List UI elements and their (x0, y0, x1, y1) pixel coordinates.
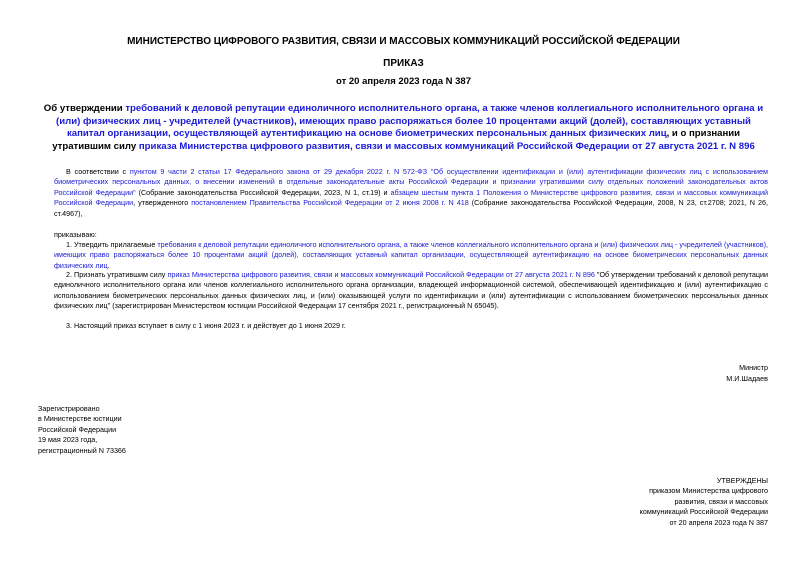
registration-line: Российской Федерации (38, 424, 117, 434)
title-middle: , и о признании утратившим силу (52, 128, 741, 152)
federal-law-link[interactable]: пунктом 9 части 2 статьи 17 Федерального закона от 29 декабря 2022 г. N 572-ФЗ "Об осуществлении идентификации и (или) аутентификации физических лиц с использованием биометрических персональных данных, о внесении изменений в отдельные законодательные акты Российской Федерации и признании утратившими силу отдельных положений законодательных актов Российской Федерации" (54, 167, 768, 197)
order-word: приказываю: (54, 230, 97, 239)
title-prefix: Об утверждении (43, 103, 126, 114)
registration-line: в Министерстве юстиции (38, 414, 122, 424)
item-1-end: . (107, 260, 110, 270)
signer-name: М.И.Шадаев (726, 374, 768, 383)
preamble-text-2: (Собрание законодательства Российской Федерации, 2023, N 1, ст.19) и (135, 187, 391, 197)
government-decree-link[interactable]: постановлением Правительства Российской Федерации от 2 июня 2008 г. N 418 (191, 198, 469, 208)
preamble-text-4: (Собрание законодательства Российской Федерации, 2008, N 23, ст.2708; 2021, N 26, ст.4967), (54, 198, 768, 218)
title-order-896-link[interactable]: приказа Министерства цифрового развития, связи и массовых коммуникаций Российской Федерации от 27 августа 2021 г. N 896 (138, 140, 755, 152)
registration-block (38, 404, 126, 456)
preamble-paragraph (54, 167, 768, 219)
approved-line: развития, связи и массовых (674, 496, 768, 506)
item-1-requirements-link[interactable]: требования к деловой репутации единоличного исполнительного органа, а также членов коллегиального исполнительного органа и (или) физических лиц - учредителей (участников), имеющих право распоряжаться более 10 процентами акций (долей), составляющих уставный капитал организации, осуществляющей аутентификацию на основе биометрических персональных данных физических лиц (54, 240, 768, 270)
signature-block (600, 362, 768, 384)
approved-line: от 20 апреля 2023 года N 387 (669, 517, 768, 527)
document-title (40, 103, 767, 153)
approved-line: приказом Министерства цифрового (649, 486, 768, 496)
preamble-text-3: , утвержденного (133, 198, 192, 208)
item-2-order-link[interactable]: приказ Министерства цифрового развития, связи и массовых коммуникаций Российской Федерации от 27 августа 2021 г. N 896 (167, 270, 595, 279)
registration-line: Зарегистрировано (38, 404, 100, 413)
document-type: ПРИКАЗ (383, 58, 424, 69)
registration-line: регистрационный N 73366 (38, 445, 126, 455)
item-1 (54, 240, 768, 271)
approved-line: УТВЕРЖДЕНЫ (716, 476, 768, 485)
item-1-text: 1. Утвердить прилагаемые (66, 240, 158, 249)
registration-line: 19 мая 2023 года, (38, 435, 98, 445)
item-2 (54, 270, 768, 312)
title-requirements-link[interactable]: требований к деловой репутации единоличного исполнительного органа, а также членов коллегиального исполнительного органа и (или) физических лиц - учредителей (участников), имеющих право распоряжаться более 10 процентами акций (долей), составляющих уставный капитал организации, осуществляющей аутентификацию на основе биометрических персональных данных физических лиц (56, 103, 764, 139)
ministry-heading: МИНИСТЕРСТВО ЦИФРОВОГО РАЗВИТИЯ, СВЯЗИ И МАССОВЫХ КОММУНИКАЦИЙ РОССИЙСКОЙ ФЕДЕРАЦИИ (127, 36, 680, 47)
preamble-text-1: В соответствии с (66, 167, 130, 176)
approved-block (560, 476, 768, 528)
item-2-rest: "Об утверждении требований к деловой репутации единоличного исполнительного органа или членов коллегиального исполнительного органа организации, владеющей информационной системой, обеспечивающей идентификацию и (или) аутентификацию с использованием биометрических персональных данных физических лиц, и (или) оказывающей услуги по идентификации и (или) аутентификации с использованием биометрических персональных данных физических лиц" (зарегистрирован Министерством юстиции Российской Федерации 17 сентября 2021 г., регистрационный N 65045). (54, 270, 768, 311)
signer-position: Министр (739, 363, 768, 372)
item-2-text: 2. Признать утратившим силу (66, 270, 168, 279)
approved-line: коммуникаций Российской Федерации (639, 507, 768, 517)
document-date: от 20 апреля 2023 года N 387 (336, 76, 471, 87)
regulation-link[interactable]: абзацем шестым пункта 1 Положения о Министерстве цифрового развития, связи и массовых коммуникаций Российской Федерации (54, 187, 768, 208)
item-3: 3. Настоящий приказ вступает в силу с 1 июня 2023 г. и действует до 1 июня 2029 г. (66, 321, 346, 330)
